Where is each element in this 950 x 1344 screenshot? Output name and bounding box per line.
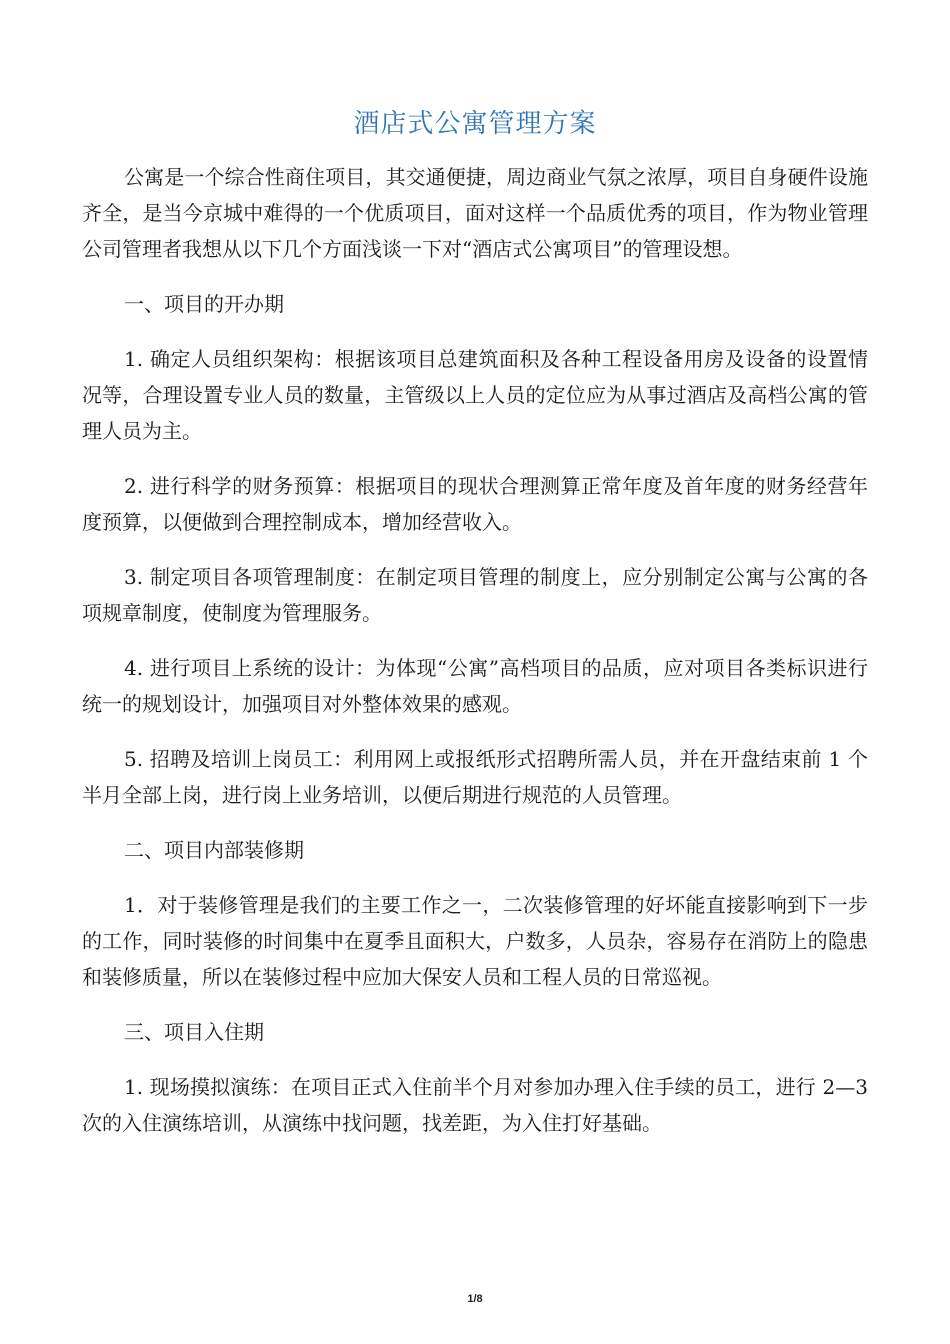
section1-item-1: 1. 确定人员组织架构：根据该项目总建筑面积及各种工程设备用房及设备的设置情况等，合理设置专业人员的数量，主管级以上人员的定位应为从事过酒店及高档公寓的管理人员为主。 [82, 347, 868, 443]
section1-item-2: 2. 进行科学的财务预算：根据项目的现状合理测算正常年度及首年度的财务经营年度预算，以便做到合理控制成本，增加经营收入。 [82, 474, 868, 534]
section2-item-1: 1．对于装修管理是我们的主要工作之一，二次装修管理的好坏能直接影响到下一步的工作，同时装修的时间集中在夏季且面积大，户数多，人员杂，容易存在消防上的隐患和装修质量，所以在装修过程中应加大保安人员和工程人员的日常巡视。 [82, 893, 868, 989]
page-number: 1/8 [467, 1293, 483, 1305]
section1-item-4: 4. 进行项目上系统的设计：为体现“公寓”高档项目的品质，应对项目各类标识进行统一的规划设计，加强项目对外整体效果的感观。 [82, 656, 868, 716]
document-body [82, 159, 868, 1160]
intro-paragraph: 公寓是一个综合性商住项目，其交通便捷，周边商业气氛之浓厚，项目自身硬件设施齐全，是当今京城中难得的一个优质项目，面对这样一个品质优秀的项目，作为物业管理公司管理者我想从以下几个方面浅谈一下对“酒店式公寓项目”的管理设想。 [82, 165, 868, 261]
section1-item-3: 3. 制定项目各项管理制度：在制定项目管理的制度上，应分别制定公寓与公寓的各项规章制度，使制度为管理服务。 [82, 565, 868, 625]
section1-item-5: 5. 招聘及培训上岗员工：利用网上或报纸形式招聘所需人员，并在开盘结束前 1 个半月全部上岗，进行岗上业务培训，以便后期进行规范的人员管理。 [82, 747, 868, 807]
document-title: 酒店式公寓管理方案 [353, 109, 597, 139]
section3-item-1: 1. 现场摸拟演练：在项目正式入住前半个月对参加办理入住手续的员工，进行 2—3 次的入住演练培训，从演练中找问题，找差距，为入住打好基础。 [82, 1075, 868, 1135]
section-heading-2: 二、项目内部装修期 [124, 838, 304, 862]
section-heading-1: 一、项目的开办期 [124, 292, 284, 316]
section-heading-3: 三、项目入住期 [124, 1020, 264, 1044]
